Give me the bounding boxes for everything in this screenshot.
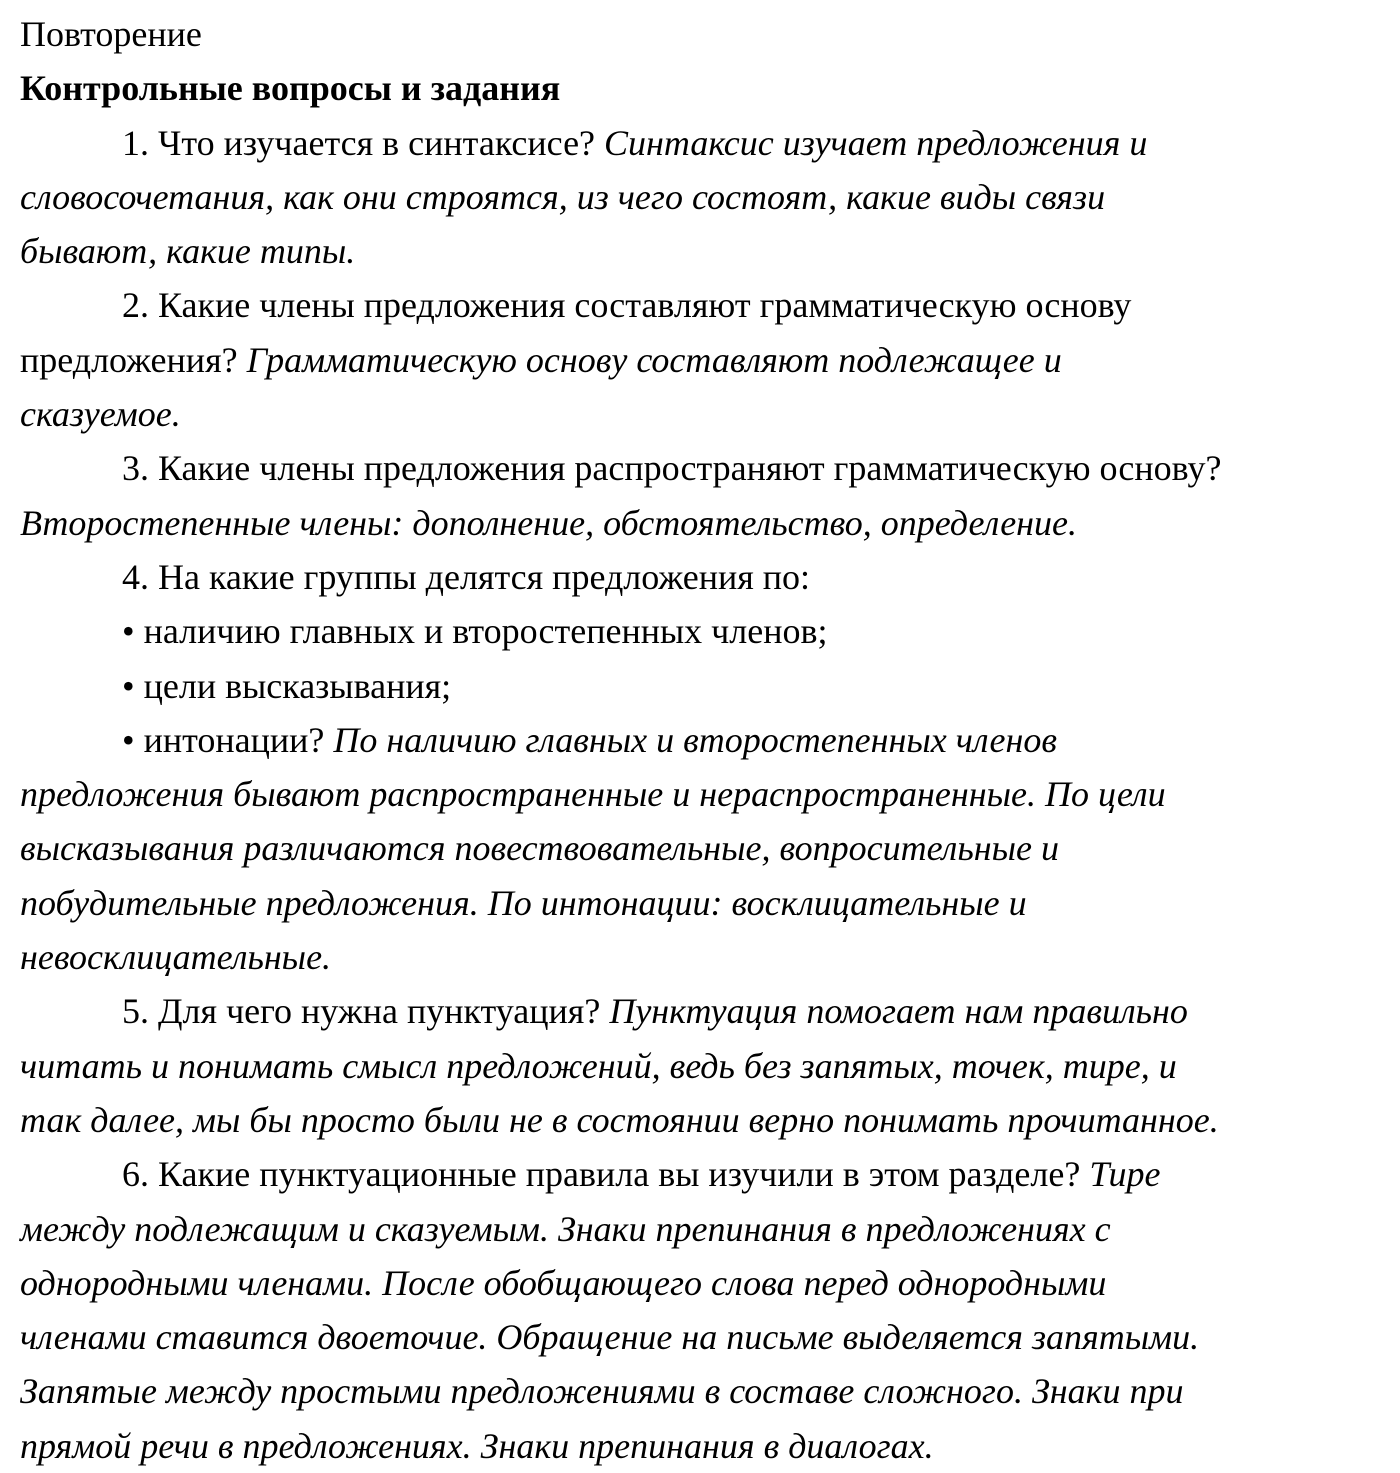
question-6-text: 6. Какие пунктуационные правила вы изучили в этом разделе? [122,1154,1090,1195]
answer-2-line-3: сказуемое. [20,394,181,435]
answer-1-line-3: бывают, какие типы. [20,231,356,272]
answer-6-line-3: однородными членами. После обобщающего слова перед однородными [20,1262,1107,1303]
question-2-line-2 [20,333,1390,387]
answer-4-text: По наличию главных и второстепенных членов [333,719,1057,760]
question-5-text: 5. Для чего нужна пунктуация? [122,991,610,1032]
answer-1-line-2: словосочетания, как они строятся, из чего состоят, какие виды связи [20,176,1106,217]
answer-4-line-6: высказывания различаются повествовательные, вопросительные и [20,828,1059,869]
answer-5-text: Пунктуация помогает нам правильно [609,991,1188,1032]
answer-4-line-7: побудительные предложения. По интонации: восклицательные и [20,882,1027,923]
question-3-line-1: 3. Какие члены предложения распространяют грамматическую основу? [122,448,1222,489]
answer-2-text: Грамматическую основу составляют подлежащее и [246,339,1062,380]
answer-6-text: Тире [1089,1154,1161,1195]
answer-6-line-2: между подлежащим и сказуемым. Знаки препинания в предложениях с [20,1208,1111,1249]
question-1-text: 1. Что изучается в синтаксисе? [122,122,605,163]
question-2-line-1: 2. Какие члены предложения составляют грамматическую основу [122,285,1132,326]
question-4-line-1: 4. На какие группы делятся предложения по: [122,556,811,597]
question-1-line-1 [20,116,1390,170]
question-4-bullet-1: • наличию главных и второстепенных членов; [122,611,828,652]
answer-6-line-4: членами ставится двоеточие. Обращение на письме выделяется запятыми. [20,1317,1200,1358]
document-page [20,0,1390,1473]
answer-6-line-6: прямой речи в предложениях. Знаки препинания в диалогах. [20,1425,934,1466]
answer-6-line-5: Запятые между простыми предложениями в составе сложного. Знаки при [20,1371,1184,1412]
question-4-bullet-2: • цели высказывания; [122,665,452,706]
section-heading: Повторение [20,14,202,54]
answer-1-text: Синтаксис изучает предложения и [604,122,1148,163]
page-title: Контрольные вопросы и задания [20,68,561,109]
answer-4-line-8: невосклицательные. [20,937,332,978]
answer-3-line-2: Второстепенные члены: дополнение, обстоятельство, определение. [20,502,1078,543]
answer-5-line-2: читать и понимать смысл предложений, ведь без запятых, точек, тире, и [20,1045,1177,1086]
question-5-line-1 [20,984,1390,1038]
answer-5-line-3: так далее, мы бы просто были не в состоянии верно понимать прочитанное. [20,1099,1219,1140]
question-2-text: предложения? [20,339,247,380]
question-4-bullet-3-text: • интонации? [122,719,334,760]
answer-4-line-5: предложения бывают распространенные и нераспространенные. По цели [20,774,1166,815]
question-6-line-1 [20,1147,1390,1201]
question-4-bullet-3 [20,713,1390,767]
